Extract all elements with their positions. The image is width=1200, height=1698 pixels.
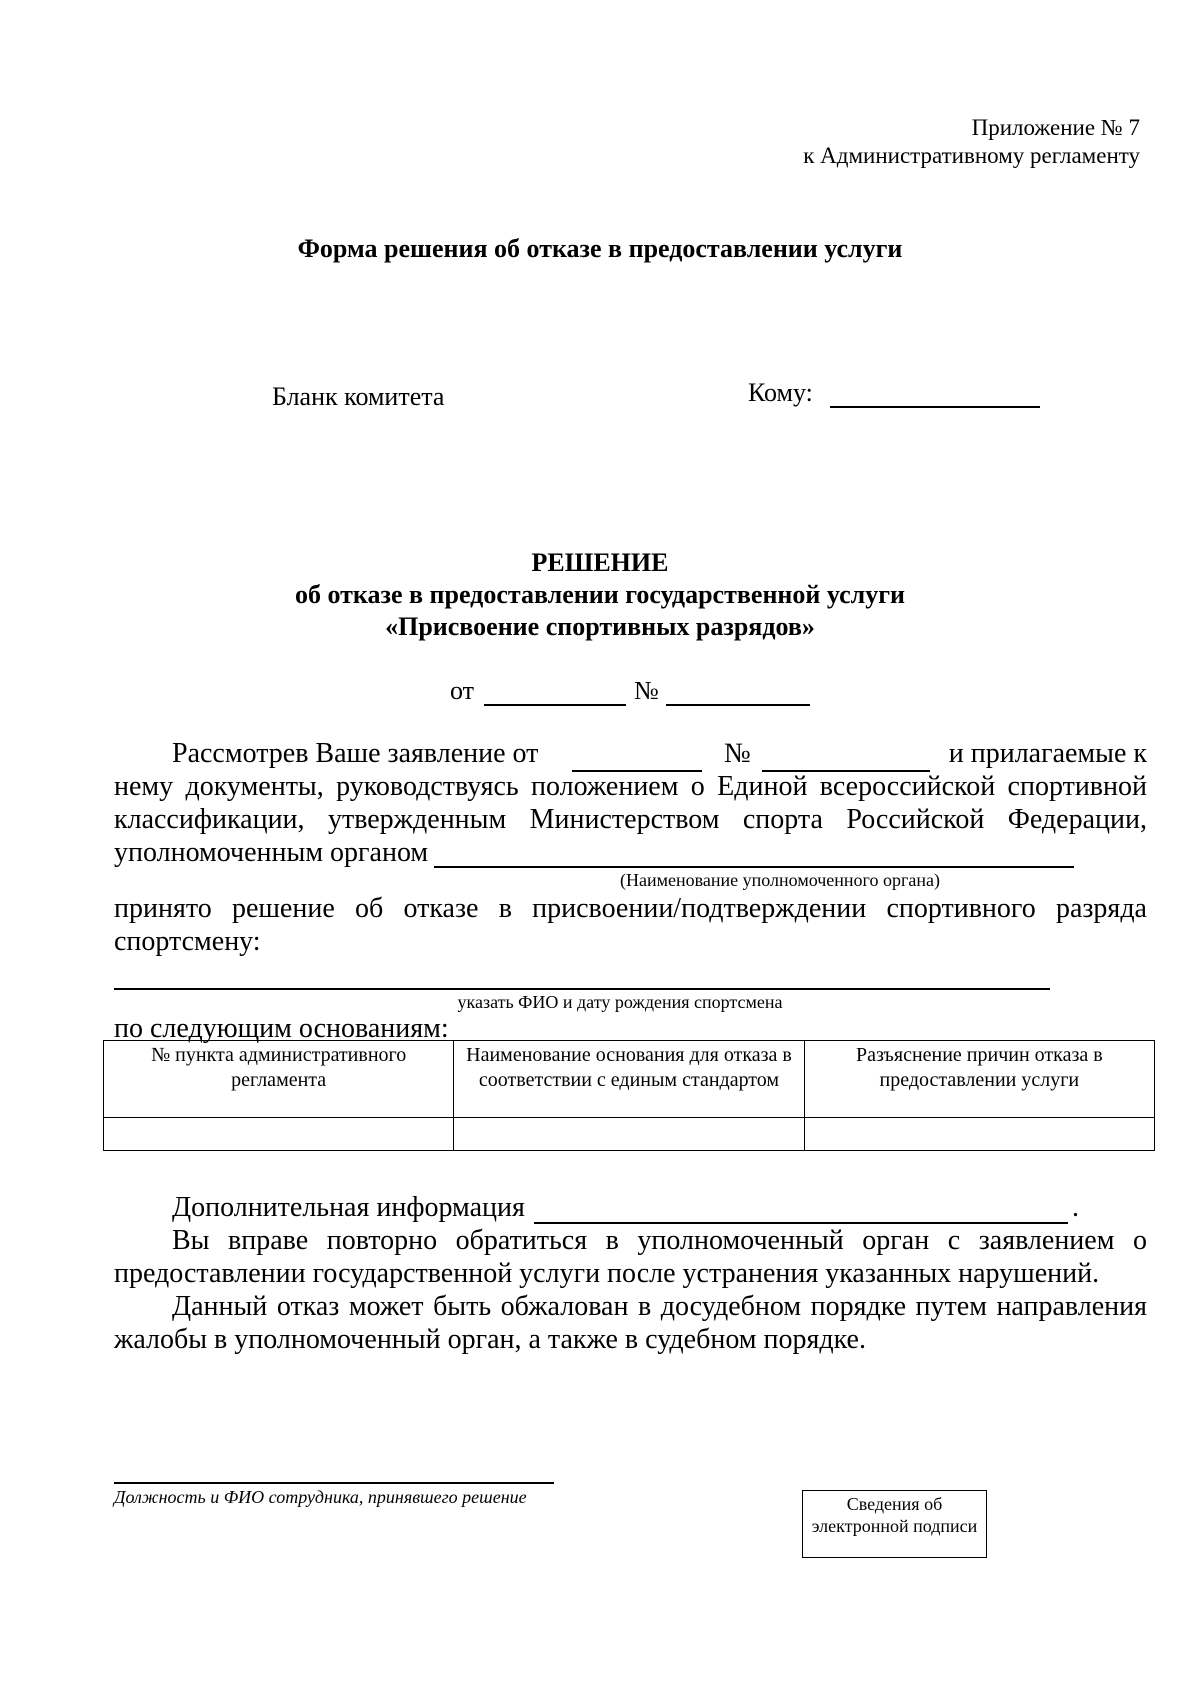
decision-subtitle-1: об отказе в предоставлении государственной услуги [294, 580, 905, 609]
p1-end: и прилагаемые к [948, 738, 1147, 769]
table-cell[interactable] [454, 1118, 804, 1151]
decision-number-line [666, 704, 810, 706]
table-header-cell: № пункта административного регламента [104, 1041, 454, 1118]
athlete-caption: указать ФИО и дату рождения спортсмена [457, 992, 783, 1012]
additional-info-label: Дополнительная информация [172, 1192, 525, 1223]
grounds-label: по следующим основаниям: [114, 1013, 449, 1044]
table-cell[interactable] [804, 1118, 1154, 1151]
appendix-line-1: Приложение № 7 [971, 115, 1140, 140]
table-row [104, 1118, 1155, 1151]
p1-start: Рассмотрев Ваше заявление от [172, 738, 539, 769]
p1-number-sign: № [724, 738, 751, 769]
signature-caption: Должность и ФИО сотрудника, принявшего решение [114, 1487, 527, 1507]
p2-line-1: принято решение об отказе в присвоении/подтверждении спортивного разряда [114, 893, 1147, 924]
p4-line-1: Данный отказ может быть обжалован в досудебном порядке путем направления [172, 1291, 1147, 1322]
p4-line-2: жалобы в уполномоченный орган, а также в судебном порядке. [114, 1324, 866, 1355]
p1-line-2: нему документы, руководствуясь положением о Единой всероссийской спортивной [114, 771, 1147, 802]
committee-blank-label: Бланк комитета [272, 382, 445, 411]
additional-info-end: . [1072, 1192, 1079, 1223]
decision-date-line [484, 704, 626, 706]
decision-date-prefix: от [450, 676, 475, 705]
appendix-label [803, 114, 1140, 170]
table-header-row [104, 1041, 1155, 1118]
p3-line-1: Вы вправе повторно обратиться в уполномоченный орган с заявлением о [172, 1225, 1147, 1256]
e-signature-box: Сведения об электронной подписи [802, 1490, 987, 1558]
additional-info-line [534, 1222, 1068, 1224]
table-header-cell: Разъяснение причин отказа в предоставлении услуги [804, 1041, 1154, 1118]
p2-line-2: спортсмену: [114, 926, 261, 957]
form-title: Форма решения об отказе в предоставлении услуги [297, 234, 903, 263]
signature-line [114, 1482, 554, 1484]
p1-line-3: классификации, утвержденным Министерством спорта Российской Федерации, [114, 804, 1147, 835]
table-cell[interactable] [104, 1118, 454, 1151]
reasons-table [103, 1040, 1155, 1151]
authority-name-line [434, 866, 1074, 868]
appendix-line-2: к Административному регламенту [803, 143, 1140, 168]
decision-subtitle-2: «Присвоение спортивных разрядов» [385, 612, 815, 641]
table-header-cell: Наименование основания для отказа в соответствии с единым стандартом [454, 1041, 804, 1118]
recipient-label: Кому: [748, 378, 813, 407]
p1-line-4: уполномоченным органом [114, 837, 429, 868]
decision-number-sign: № [634, 676, 659, 705]
athlete-line [114, 988, 1050, 990]
recipient-blank-line [830, 406, 1040, 408]
authority-caption: (Наименование уполномоченного органа) [620, 870, 940, 890]
p3-line-2: предоставлении государственной услуги после устранения указанных нарушений. [114, 1258, 1100, 1289]
decision-title: РЕШЕНИЕ [531, 548, 669, 577]
